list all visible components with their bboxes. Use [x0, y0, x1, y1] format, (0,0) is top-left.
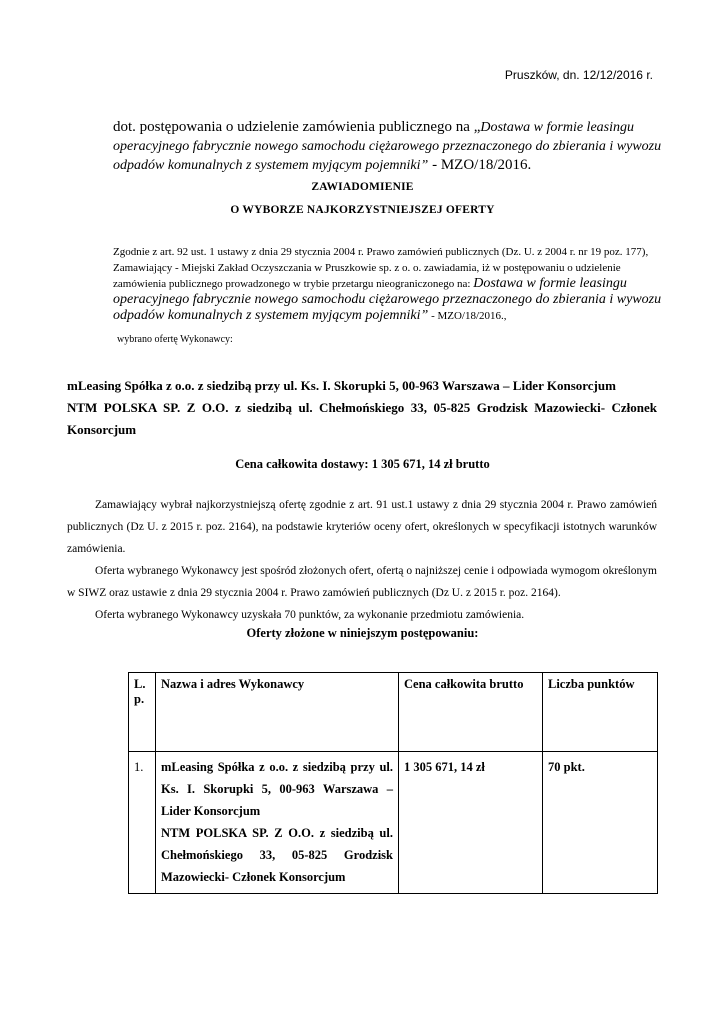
- justification-paragraph: Zamawiający wybrał najkorzystniejszą ofertę zgodnie z art. 91 ust.1 ustawy z dnia 29 stycznia 2004 r. Prawo zamówień publicznych (Dz U. z 2015 r. poz. 2164), na podstawie kryteriów oceny ofert, określonych w specyfikacji istotnych warunków zamówienia.: [67, 499, 657, 555]
- notice-subheading: O WYBORZE NAJKORZYSTNIEJSZEJ OFERTY: [230, 204, 495, 216]
- subject-title: Dostawa w formie leasingu operacyjnego fabrycznie nowego samochodu ciężarowego przeznaczonego do zbierania i wywozu odpadów komunalnych z systemem myjącym pojemniki”: [113, 120, 662, 173]
- cell-name-member: NTM POLSKA SP. Z O.O. z siedzibą ul. Chełmońskiego 33, 05-825 Grodzisk Mazowiecki- Członek Konsorcjum: [161, 826, 393, 884]
- winner-member: NTM POLSKA SP. Z O.O. z siedzibą ul. Chełmońskiego 33, 05-825 Grodzisk Mazowiecki- Członek Konsorcjum: [67, 400, 657, 437]
- notice-heading: ZAWIADOMIENIE: [311, 181, 414, 193]
- chosen-contractor-label: wybrano ofertę Wykonawcy:: [117, 334, 233, 345]
- intro-paragraph: [113, 244, 668, 324]
- intro-text: Zgodnie z art. 92 ust. 1 ustawy z dnia 29 stycznia 2004 r. Prawo zamówień publicznych (Dz. U. z 2004 r. nr 19 poz. 177), Zamawiający - Miejski Zakład Oczyszczania w Pruszkowie sp. z o. o. zawiadamia, iż w postępowaniu o udzielenie zamówienia publicznego prowadzonego w trybie przetargu nieograniczonego na:: [113, 246, 649, 290]
- justification-paragraph: Oferta wybranego Wykonawcy jest spośród złożonych ofert, ofertą o najniższej cenie i odpowiada wymogom określonym w SIWZ oraz ustawie z dnia 29 stycznia 2004 r. Prawo zamówień publicznych (Dz U. z 2015 r. poz. 2164).: [67, 565, 657, 599]
- table-header-row: [129, 673, 658, 752]
- subject-prefix: dot. postępowania o udzielenie zamówienia publicznego na „: [113, 119, 481, 135]
- winner-leader: mLeasing Spółka z o.o. z siedzibą przy ul. Ks. I. Skorupki 5, 00-963 Warszawa – Lider Konsorcjum: [67, 378, 616, 393]
- header-price: Cena całkowita brutto: [399, 673, 543, 752]
- cell-price: 1 305 671, 14 zł: [399, 752, 543, 894]
- cell-name-leader: mLeasing Spółka z o.o. z siedzibą przy ul. Ks. I. Skorupki 5, 00-963 Warszawa – Lider Konsorcjum: [161, 760, 393, 818]
- total-price-line: Cena całkowita dostawy: 1 305 671, 14 zł brutto: [235, 457, 490, 471]
- justification-paragraph: Oferta wybranego Wykonawcy uzyskała 70 punktów, za wykonanie przedmiotu zamówienia.: [95, 609, 525, 621]
- subject-suffix: - MZO/18/2016.: [428, 157, 532, 173]
- header-points: Liczba punktów: [543, 673, 658, 752]
- table-row: [129, 752, 658, 894]
- header-name: Nazwa i adres Wykonawcy: [156, 673, 399, 752]
- header-lp: L. p.: [129, 673, 156, 752]
- subject-line: [113, 118, 663, 175]
- justification-block: [67, 494, 657, 626]
- winner-block: [67, 375, 657, 441]
- cell-name: [156, 752, 399, 894]
- cell-points: 70 pkt.: [543, 752, 658, 894]
- intro-title: Dostawa w formie leasingu operacyjnego fabrycznie nowego samochodu ciężarowego przeznaczonego do zbierania i wywozu odpadów komunalnych z systemem myjącym pojemniki”: [113, 276, 662, 323]
- document-date: Pruszków, dn. 12/12/2016 r.: [504, 68, 653, 82]
- offers-title: Oferty złożone w niniejszym postępowaniu:: [246, 626, 479, 640]
- offers-table: [128, 672, 658, 894]
- cell-lp: 1.: [129, 752, 156, 894]
- intro-suffix: - MZO/18/2016.,: [428, 310, 507, 322]
